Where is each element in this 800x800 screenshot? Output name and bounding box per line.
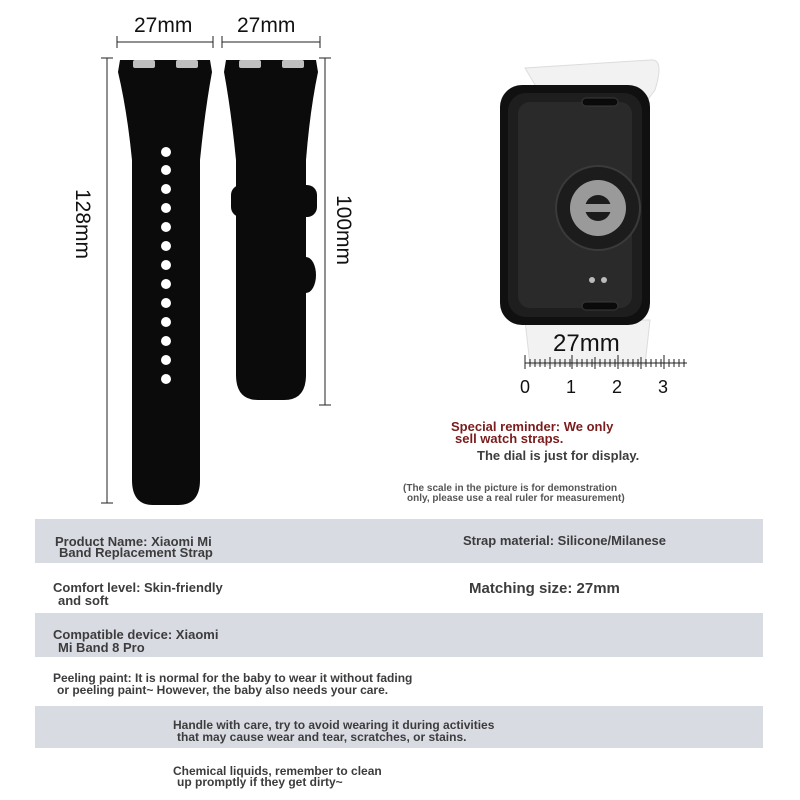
long-strap-length-label: 128mm (71, 188, 94, 260)
product-name-line1: Product Name: Xiaomi Mi (55, 534, 212, 549)
ruler-tick-3: 3 (658, 377, 669, 397)
ruler-tick-0: 0 (520, 377, 531, 397)
short-strap (224, 60, 318, 400)
long-strap (118, 60, 212, 505)
dial-width-label: 27mm (553, 330, 620, 357)
ruler-tick-2: 2 (612, 377, 623, 397)
peeling-paint-line1: Peeling paint: It is normal for the baby to wear it without fading (53, 671, 413, 685)
strap-illustration (0, 0, 460, 515)
measuring-ruler (515, 355, 695, 375)
handle-care-line2: that may cause wear and tear, scratches, or stains. (177, 730, 467, 744)
scale-note-line2: only, please use a real ruler for measurement) (407, 493, 625, 504)
scale-note-line1: (The scale in the picture is for demonstration (403, 483, 617, 494)
right-strap-width-label: 27mm (237, 14, 296, 37)
ruler-tick-1: 1 (566, 377, 577, 397)
chemical-liquids-line2: up promptly if they get dirty~ (177, 775, 343, 789)
chemical-liquids-line1: Chemical liquids, remember to clean (173, 764, 382, 778)
strap-material: Strap material: Silicone/Milanese (463, 533, 667, 548)
comfort-level-line2: and soft (58, 593, 109, 608)
product-name-line2: Band Replacement Strap (59, 545, 213, 560)
matching-size: Matching size: 27mm (469, 580, 620, 597)
special-reminder-line1: Special reminder: We only (451, 419, 614, 434)
compatible-device-line2: Mi Band 8 Pro (58, 640, 145, 655)
special-reminder-line2: sell watch straps. (455, 431, 564, 446)
dial-display-note: The dial is just for display. (477, 448, 640, 463)
left-strap-width-label: 27mm (134, 14, 193, 37)
short-strap-length-label: 100mm (332, 194, 355, 266)
compatible-device-line1: Compatible device: Xiaomi (53, 627, 219, 642)
handle-care-line1: Handle with care, try to avoid wearing it during activities (173, 718, 495, 732)
peeling-paint-line2: or peeling paint~ However, the baby also needs your care. (57, 683, 389, 697)
comfort-level-line1: Comfort level: Skin-friendly (53, 580, 223, 595)
